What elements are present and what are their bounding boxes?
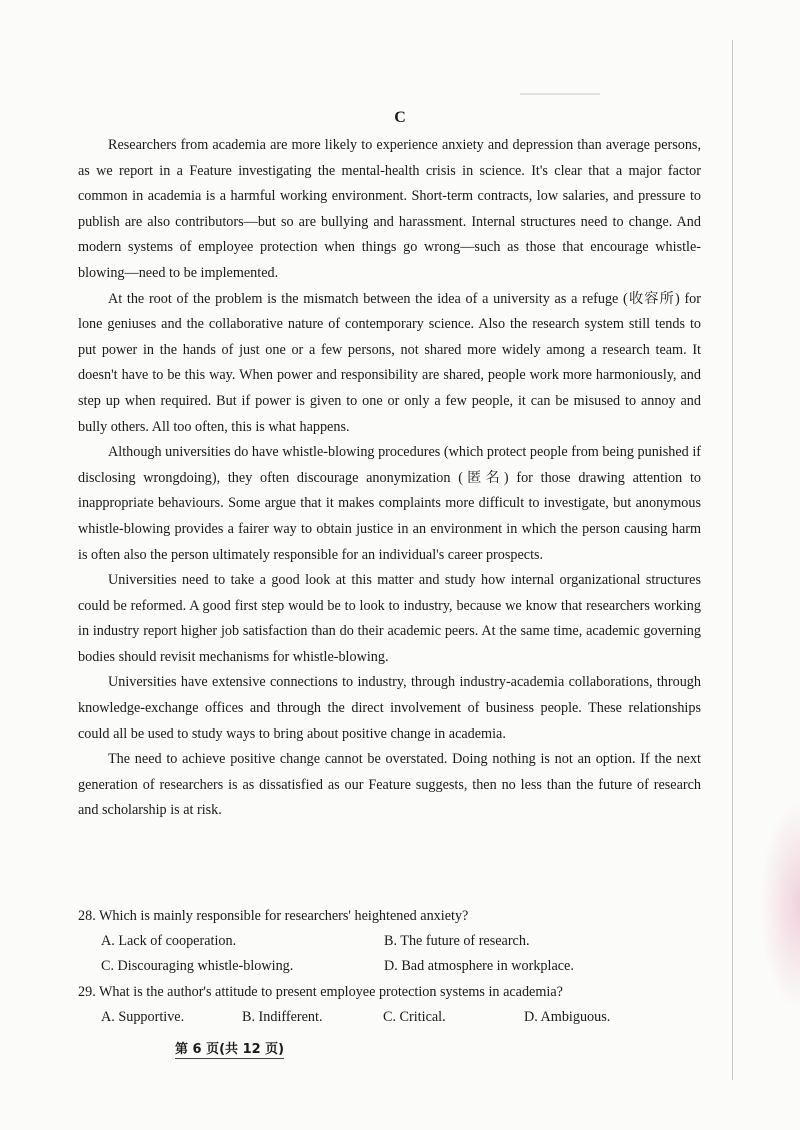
question-29-option-b: B. Indifferent. (242, 1008, 323, 1025)
paragraph-3: Although universities do have whistle-blowing procedures (which protect people from being punished if disclosing wrongdoing), they often discourage anonymization (匿名) for those drawing attention to inappropriate behaviours. Some argue that it makes complaints more difficult to investigate, but anonymous whistle-blowing provides a fairer way to obtain justice in an environment in which the person causing harm is often also the person ultimately responsible for an individual's career prospects. (78, 444, 701, 563)
paragraph-1: Researchers from academia are more likely to experience anxiety and depression than average persons, as we report in a Feature investigating the mental-health crisis in science. It's clear that a major factor common in academia is a harmful working environment. Short-term contracts, low salaries, and pressure to publish are also contributors—but so are bullying and harassment. Internal structures need to change. And modern systems of employee protection when things go wrong—such as those that encourage whistle-blowing—need to be implemented. (78, 137, 701, 281)
question-28-options-row-2 (78, 954, 701, 979)
section-heading: C (394, 109, 406, 126)
question-29-options (78, 1005, 701, 1030)
question-29-option-a: A. Supportive. (101, 1008, 185, 1025)
question-28-options-row-1 (78, 929, 701, 954)
question-28-stem: 28. Which is mainly responsible for researchers' heightened anxiety? (78, 908, 469, 924)
paragraph-4: Universities need to take a good look at this matter and study how internal organizational structures could be reformed. A good first step would be to look to industry, because we know that researchers working in industry report higher job satisfaction than do their academic peers. At the same time, academic governing bodies should revisit mechanisms for whistle-blowing. (78, 572, 701, 665)
reading-passage (78, 133, 701, 824)
paragraph-5: Universities have extensive connections to industry, through industry-academia collaborations, through knowledge-exchange offices and through the direct involvement of business people. These relationships could all be used to study ways to bring about positive change in academia. (78, 674, 701, 742)
question-28-option-c: C. Discouraging whistle-blowing. (101, 958, 294, 975)
question-29-option-c: C. Critical. (383, 1008, 446, 1025)
paragraph-2: At the root of the problem is the mismatch between the idea of a university as a refuge (收容所) for lone geniuses and the collaborative nature of contemporary science. Also the research system still tends to put power in the hands of just one or a few persons, not shared more widely among a research team. It doesn't have to be this way. When power and responsibility are shared, people work more harmoniously, and step up when required. But if power is given to one or only a few people, it can be misused to annoy and bully others. All too often, this is what happens. (78, 290, 701, 435)
question-28-option-b: B. The future of research. (384, 933, 530, 950)
scan-stain (760, 800, 800, 1010)
question-block (78, 904, 701, 1030)
question-29-stem: 29. What is the author's attitude to present employee protection systems in academia? (78, 983, 563, 1000)
question-28-option-d: D. Bad atmosphere in workplace. (384, 958, 574, 975)
paragraph-6: The need to achieve positive change cannot be overstated. Doing nothing is not an option. If the next generation of researchers is as dissatisfied as our Feature suggests, then no less than the future of research and scholarship is at risk. (78, 751, 701, 819)
scan-smudge (520, 93, 600, 95)
scan-edge-line (732, 40, 733, 1080)
question-28-option-a: A. Lack of cooperation. (101, 933, 237, 950)
question-29-option-d: D. Ambiguous. (524, 1008, 611, 1025)
page-footer: 第 6 页(共 12 页) (175, 1038, 284, 1059)
